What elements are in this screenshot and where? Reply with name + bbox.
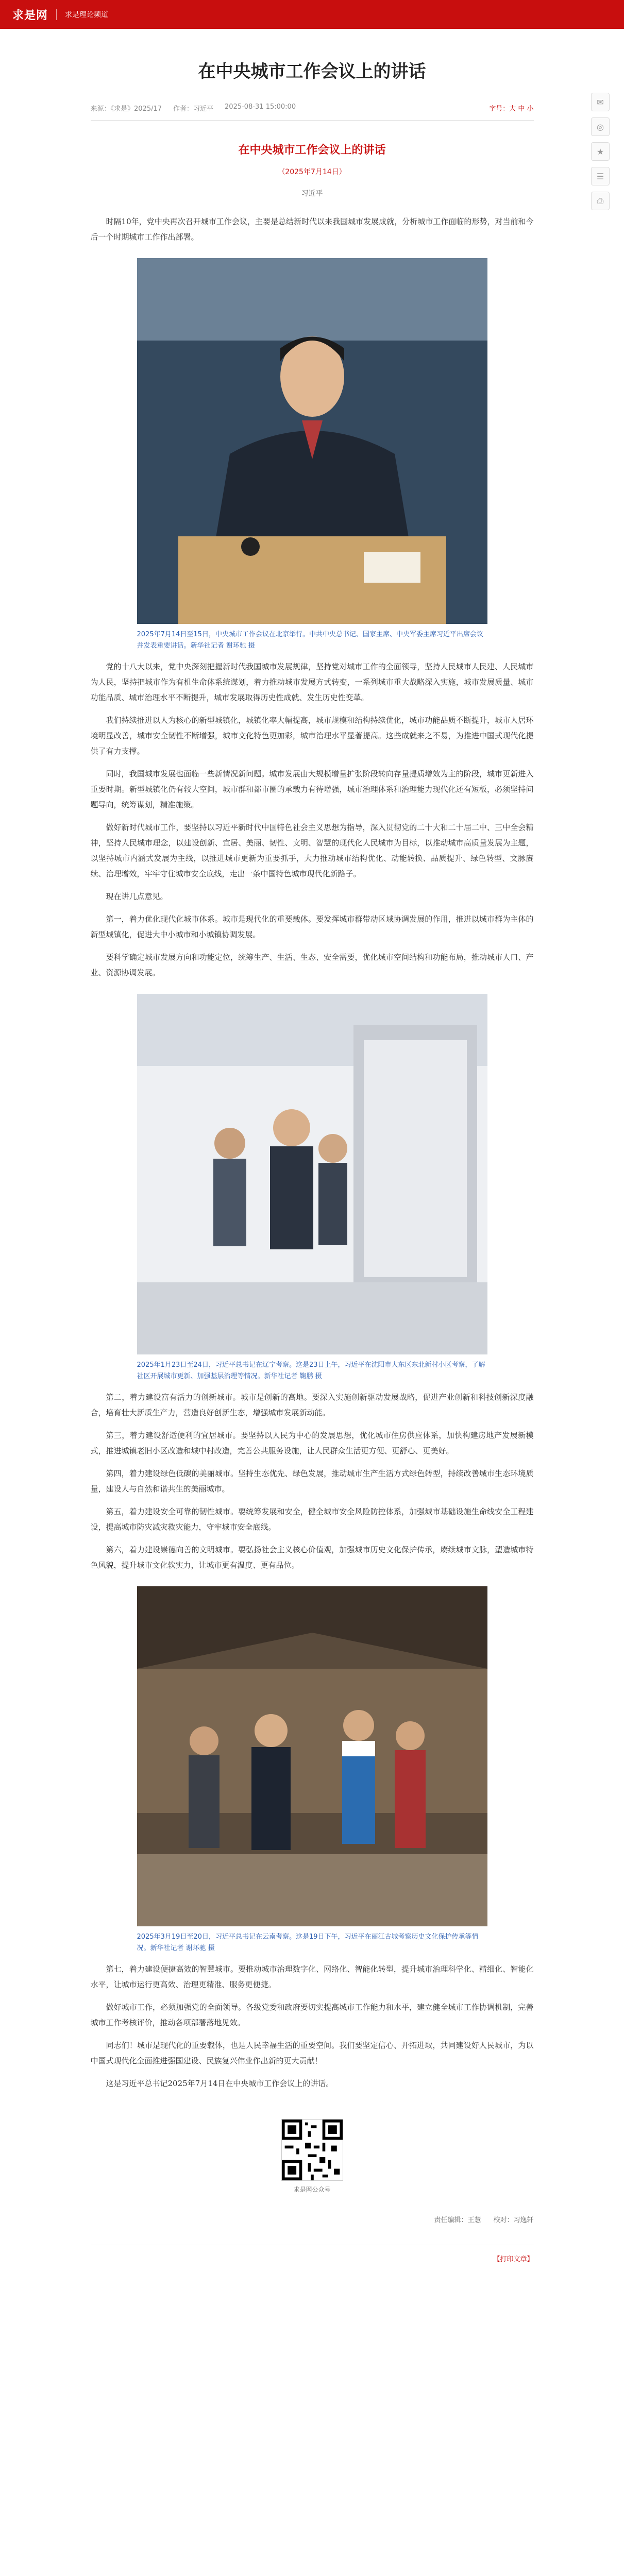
proofreader: 校对：习逸轩 bbox=[493, 2216, 534, 2224]
print-icon[interactable]: ⎙ bbox=[591, 192, 610, 210]
paragraph: 现在讲几点意见。 bbox=[106, 891, 168, 901]
photo-community-illustration bbox=[137, 994, 487, 1354]
channel-link[interactable]: 求是理论频道 bbox=[65, 11, 109, 19]
photo-oldtown-illustration bbox=[137, 1586, 487, 1926]
paragraph: 第四，着力建设绿色低碳的美丽城市。坚持生态优先、绿色发展，推动城市生产生活方式绿色转型，持续改善城市生态环境质量，建设人与自然和谐共生的美丽城市。 bbox=[90, 1468, 534, 1494]
editor-info bbox=[91, 2214, 534, 2224]
responsible-editor: 责任编辑：王慧 bbox=[434, 2216, 481, 2224]
header-divider bbox=[56, 9, 57, 20]
weibo-share-icon[interactable]: ◎ bbox=[591, 117, 610, 136]
qr-code-pattern bbox=[282, 2120, 343, 2180]
photo-caption-2: 2025年1月23日至24日，习近平总书记在辽宁考察。这是23日上午，习近平在沈阳市大东区东北新村小区考察，了解社区开展城市更新、加强基层治理等情况。新华社记者 鞠鹏 摄 bbox=[137, 1361, 485, 1380]
paragraph: 我们持续推进以人为核心的新型城镇化，城镇化率大幅提高，城市规模和结构持续优化，城市功能品质不断提升，城市人居环境明显改善，城市安全韧性不断增强，城市文化特色更加彩，城市治理水平显著提高。这些成就来之不易，为推进中国式现代化提供了有力支撑。 bbox=[90, 715, 534, 756]
comment-icon[interactable]: ☰ bbox=[591, 167, 610, 185]
paragraph: 第五，着力建设安全可靠的韧性城市。要统筹发展和安全，健全城市安全风险防控体系，加强城市基础设施生命线安全工程建设，提高城市防灾减灾救灾能力，守牢城市安全底线。 bbox=[90, 1506, 534, 1532]
paragraph: 党的十八大以来，党中央深刻把握新时代我国城市发展规律，坚持党对城市工作的全面领导，坚持人民城市人民建、人民城市为人民，坚持把城市作为有机生命体系统谋划，着力推动城市发展方式转变，一系列城市重大战略深入实施，城市发展质量、城市功能品质、城市治理水平不断提升，城市发展取得历史性成就、发生历史性变革。 bbox=[90, 662, 534, 702]
meta-source: 来源：《求是》2025/17 bbox=[90, 105, 162, 113]
paragraph: 要科学确定城市发展方向和功能定位，统筹生产、生活、生态、安全需要，优化城市空间结构和功能布局，推动城市人口、产业、资源协调发展。 bbox=[90, 952, 534, 977]
meta-author: 作者：习近平 bbox=[173, 105, 214, 113]
meta-date: 2025-08-31 15:00:00 bbox=[225, 103, 296, 111]
paragraph: 做好新时代城市工作，要坚持以习近平新时代中国特色社会主义思想为指导，深入贯彻党的二十大和二十届二中、三中全会精神，坚持人民城市理念，以建设创新、宜居、美丽、韧性、文明、智慧的现代化人民城市为目标，以推动城市高质量发展为主题，以坚持城市内涵式发展为主线，以推进城市更新为重要抓手，大力推动城市结构优化、动能转换、品质提升、绿色转型、文脉赓续、治理增效，牢牢守住城市安全底线，走出一条中国特色城市现代化新路子。 bbox=[90, 822, 534, 878]
print-row bbox=[91, 2245, 534, 2263]
site-header bbox=[0, 0, 624, 29]
article-title: 在中央城市工作会议上的讲话 bbox=[198, 61, 426, 82]
article-container bbox=[91, 60, 534, 2263]
paragraph: 同时，我国城市发展也面临一些新情况新问题。城市发展由大规模增量扩张阶段转向存量提质增效为主的阶段，城市更新进入重要时期。新型城镇化仍有较大空间，城市群和都市圈的承载力有待增强，城市治理体系和治理能力现代化还有短板，必须坚持问题导向，统筹谋划，精准施策。 bbox=[90, 769, 534, 809]
article-photo-2 bbox=[137, 994, 487, 1354]
sub-title: 在中央城市工作会议上的讲话 bbox=[238, 143, 386, 157]
paragraph: 第三，着力建设舒适便利的宜居城市。要坚持以人民为中心的发展思想，优化城市住房供应体系，加快构建房地产发展新模式，推进城镇老旧小区改造和城中村改造，完善公共服务设施，让人民群众生活更方便、更舒心、更美好。 bbox=[90, 1430, 534, 1455]
paragraph: 第六，着力建设崇德向善的文明城市。要弘扬社会主义核心价值观，加强城市历史文化保护传承，赓续城市文脉，塑造城市特色风貌，提升城市文化软实力，让城市更有温度、更有品位。 bbox=[90, 1545, 534, 1570]
article-meta bbox=[91, 103, 534, 121]
paragraph: 这是习近平总书记2025年7月14日在中央城市工作会议上的讲话。 bbox=[106, 2078, 334, 2088]
article-photo-3 bbox=[137, 1586, 487, 1926]
qr-code-label: 求是网公众号 bbox=[293, 2185, 331, 2193]
font-size-control[interactable]: 字号：大 中 小 bbox=[489, 105, 534, 113]
photo-caption-3: 2025年3月19日至20日，习近平总书记在云南考察。这是19日下午，习近平在丽江古城考察历史文化保护传承等情况。新华社记者 谢环驰 摄 bbox=[137, 1933, 479, 1952]
wechat-share-icon[interactable]: ✉ bbox=[591, 93, 610, 111]
photo-caption-1: 2025年7月14日至15日，中央城市工作会议在北京举行。中共中央总书记、国家主席、中央军委主席习近平出席会议并发表重要讲话。新华社记者 谢环驰 摄 bbox=[137, 630, 483, 650]
qr-code bbox=[281, 2119, 343, 2181]
site-logo[interactable]: 求是网 bbox=[12, 9, 48, 22]
article-photo-1 bbox=[137, 258, 487, 624]
print-article-link[interactable]: 【打印文章】 bbox=[493, 2255, 534, 2263]
share-toolbar bbox=[591, 93, 610, 210]
date-line: （2025年7月14日） bbox=[278, 167, 346, 176]
qzone-share-icon[interactable]: ★ bbox=[591, 142, 610, 161]
paragraph: 第二，着力建设富有活力的创新城市。城市是创新的高地。要深入实施创新驱动发展战略，促进产业创新和科技创新深度融合，培育壮大新质生产力，营造良好创新生态，增强城市发展新动能。 bbox=[90, 1392, 534, 1417]
paragraph: 同志们！城市是现代化的重要载体，也是人民幸福生活的重要空间。我们要坚定信心、开拓进取，共同建设好人民城市，为以中国式现代化全面推进强国建设、民族复兴伟业作出新的更大贡献！ bbox=[90, 2040, 534, 2065]
paragraph: 第七，着力建设便捷高效的智慧城市。要推动城市治理数字化、网络化、智能化转型，提升城市治理科学化、精细化、智能化水平，让城市运行更高效、治理更精准、服务更便捷。 bbox=[90, 1964, 534, 1989]
paragraph: 第一，着力优化现代化城市体系。城市是现代化的重要载体。要发挥城市群带动区域协调发展的作用，推进以城市群为主体的新型城镇化，促进大中小城市和小城镇协调发展。 bbox=[90, 914, 534, 939]
paragraph: 时隔10年，党中央再次召开城市工作会议，主要是总结新时代以来我国城市发展成就，分析城市工作面临的形势，对当前和今后一个时期城市工作作出部署。 bbox=[90, 216, 534, 242]
photo-speaker-illustration bbox=[137, 258, 487, 624]
paragraph: 做好城市工作，必须加强党的全面领导。各级党委和政府要切实提高城市工作能力和水平，建立健全城市工作协调机制，完善城市工作考核评价，推动各项部署落地见效。 bbox=[90, 2002, 534, 2027]
author-line: 习近平 bbox=[301, 189, 323, 198]
